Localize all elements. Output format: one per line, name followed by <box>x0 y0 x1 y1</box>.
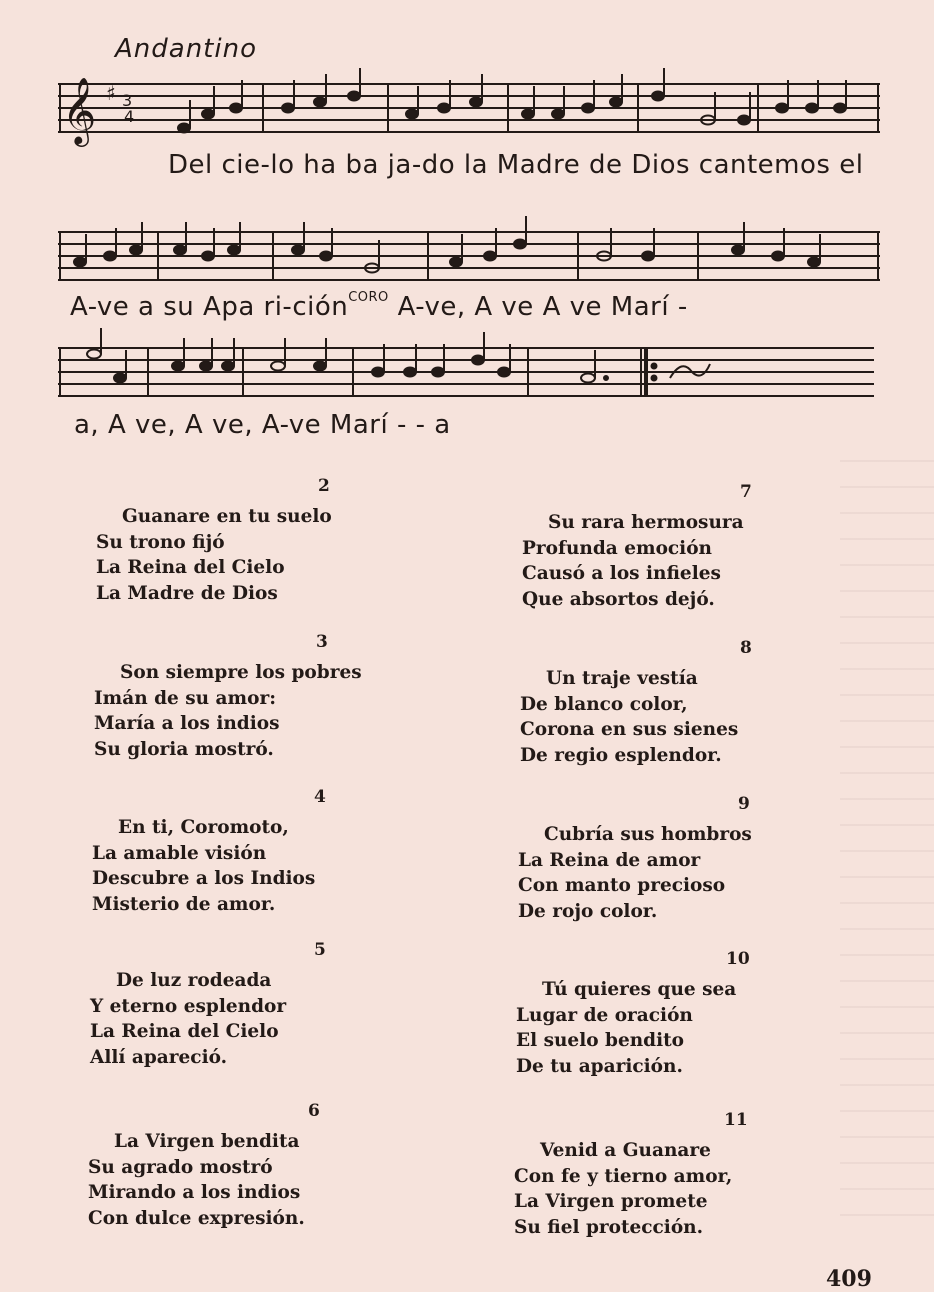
verse-line: Su fiel protección. <box>514 1216 704 1238</box>
verse-line: Allí apareció. <box>90 1046 228 1068</box>
verse-line: Que absortos dejó. <box>522 588 715 610</box>
verse-number: 9 <box>738 794 750 814</box>
verse-line: La Reina de amor <box>518 849 701 871</box>
verse-line: Guanare en tu suelo <box>122 506 332 527</box>
verse-6 <box>88 1101 320 1231</box>
verse-number: 8 <box>740 638 752 658</box>
verse-line: Son siempre los pobres <box>120 662 362 683</box>
staff-2-notation <box>58 226 880 286</box>
staff-3-notation <box>58 342 874 402</box>
verse-line: Cubría sus hombros <box>544 824 752 845</box>
verse-2 <box>96 476 332 606</box>
verse-line: Misterio de amor. <box>92 893 276 915</box>
verse-line: Su gloria mostró. <box>94 738 274 760</box>
lyric-line-3: a, A ve, A ve, A-ve Marí - - a <box>74 410 451 440</box>
verse-line: Descubre a los Indios <box>92 868 316 889</box>
verse-line: Mirando a los indios <box>88 1182 301 1203</box>
verse-line: Causó a los infieles <box>522 563 721 584</box>
bleed-through-texture <box>840 460 934 1240</box>
verse-line: Y eterno esplendor <box>90 995 287 1017</box>
verse-number: 3 <box>316 632 328 652</box>
staff-1-notation <box>58 76 880 144</box>
svg-text:𝄞: 𝄞 <box>62 76 97 144</box>
lyric-line-1: Del cie-lo ha ba ja-do la Madre de Dios cantemos el <box>168 150 864 180</box>
verse-line: Corona en sus sienes <box>520 719 739 740</box>
verse-number: 11 <box>724 1110 748 1130</box>
music-staff-2 <box>58 226 880 286</box>
verse-line: La Virgen bendita <box>114 1131 300 1152</box>
verse-line: Tú quieres que sea <box>542 979 737 1000</box>
verse-number: 6 <box>308 1101 320 1121</box>
verse-line: De tu aparición. <box>516 1055 683 1077</box>
verse-5 <box>90 940 326 1070</box>
verse-number: 4 <box>314 787 326 807</box>
svg-text:4: 4 <box>124 107 135 126</box>
lyric-line-2-text: A-ve a su Apa ri-ción <box>70 292 349 322</box>
music-staff-1 <box>58 76 880 144</box>
verse-7 <box>522 482 752 612</box>
verse-line: La Madre de Dios <box>96 582 278 604</box>
verse-line: La Virgen promete <box>514 1191 708 1212</box>
verse-number: 10 <box>726 949 750 969</box>
verse-8 <box>520 638 752 768</box>
tempo-marking: Andantino <box>115 34 257 64</box>
verse-11 <box>514 1110 748 1240</box>
verse-line: El suelo bendito <box>516 1030 685 1051</box>
verse-9 <box>518 794 752 924</box>
verse-line: Un traje vestía <box>546 668 698 689</box>
verse-line: Con dulce expresión. <box>88 1207 305 1229</box>
verse-line: Imán de su amor: <box>94 687 277 709</box>
verse-line: María a los indios <box>94 713 280 734</box>
verse-number: 7 <box>740 482 752 502</box>
verse-line: De blanco color, <box>520 693 688 715</box>
verse-line: La amable visión <box>92 842 267 864</box>
verse-line: Su rara hermosura <box>548 512 744 533</box>
verse-line: La Reina del Cielo <box>90 1021 279 1042</box>
verse-line: Con manto precioso <box>518 875 726 896</box>
page-number: 409 <box>826 1266 872 1292</box>
verse-line: De rojo color. <box>518 900 658 922</box>
verse-4 <box>92 787 326 917</box>
lyric-line-2b-text: A-ve, A ve A ve Marí - <box>397 292 688 322</box>
verse-line: Su agrado mostró <box>88 1156 273 1178</box>
coro-label: CORO <box>348 290 389 305</box>
svg-text:♯: ♯ <box>106 81 116 105</box>
verse-line: En ti, Coromoto, <box>118 817 289 838</box>
verse-line: De regio esplendor. <box>520 744 722 766</box>
verse-line: Su trono fijó <box>96 531 225 553</box>
verse-line: Lugar de oración <box>516 1004 693 1026</box>
svg-text:3: 3 <box>122 91 133 110</box>
lyric-line-2 <box>70 292 688 322</box>
verse-line: De luz rodeada <box>116 970 272 991</box>
verse-number: 2 <box>318 476 330 496</box>
music-staff-3 <box>58 342 874 402</box>
verse-line: Venid a Guanare <box>540 1140 711 1161</box>
verse-10 <box>516 949 750 1079</box>
verse-number: 5 <box>314 940 326 960</box>
verse-line: Profunda emoción <box>522 537 712 559</box>
verse-line: Con fe y tierno amor, <box>514 1165 733 1187</box>
verse-3 <box>94 632 362 762</box>
verse-line: La Reina del Cielo <box>96 557 285 578</box>
